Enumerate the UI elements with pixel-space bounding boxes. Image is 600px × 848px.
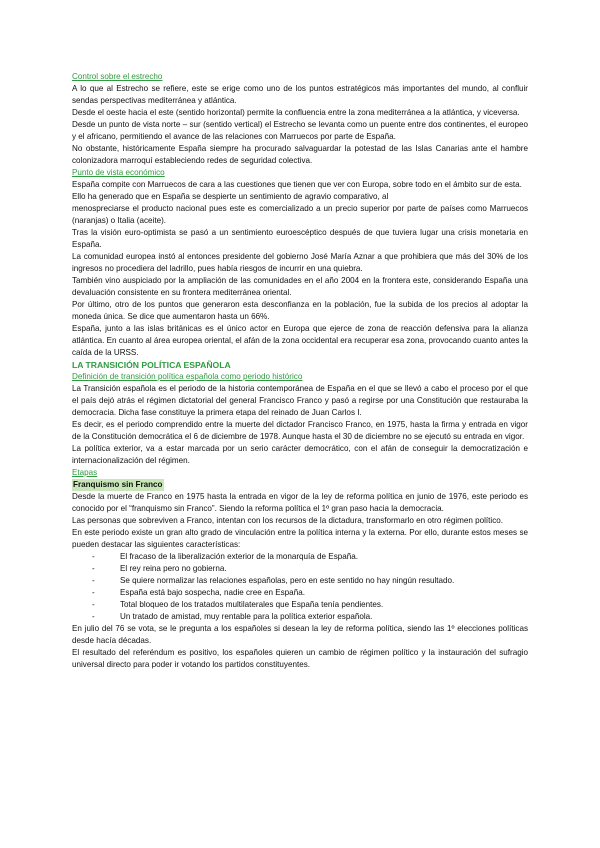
paragraph: España, junto a las islas británicas es el único actor en Europa que ejerce de zona de reacción defensiva para la alianza atlántica. En cuanto al área europea oriental, el afán de la zona occidental era recuperar esa zona, provocando cuanto antes la caída de la URSS.	[72, 324, 528, 357]
section-title-transicion: LA TRANSICIÓN POLÍTICA ESPAÑOLA	[72, 360, 231, 370]
list-item: - Se quiere normalizar las relaciones españolas, pero en este sentido no hay ningún resultado.	[72, 575, 528, 587]
document-body	[72, 71, 528, 671]
paragraph: Desde un punto de vista norte – sur (sentido vertical) el Estrecho se levanta como un puente entre dos continentes, el europeo y el africano, permitiendo el avance de las relaciones con Marruecos por parte de España.	[72, 120, 528, 141]
paragraph: A lo que al Estrecho se refiere, este se erige como uno de los puntos estratégicos más importantes del mundo, al confluir sendas perspectivas mediterránea y atlántica.	[72, 84, 528, 105]
paragraph: La Transición española es el periodo de la historia contemporánea de España en el que se llevó a cabo el proceso por el que el país dejó atrás el régimen dictatorial del general Francisco Franco y pasó a regirse por una Constitución que restauraba la democracia. Dicha fase constituye la primera etapa del reinado de Juan Carlos I.	[72, 384, 528, 417]
list-item: - Un tratado de amistad, muy rentable para la política exterior española.	[72, 611, 528, 623]
paragraph: La política exterior, va a estar marcada por un serio carácter democrático, con el afán de conseguir la democratización e internacionalización del régimen.	[72, 444, 528, 465]
heading-control-estrecho: Control sobre el estrecho	[72, 72, 163, 81]
paragraph: Por último, otro de los puntos que generaron esta desconfianza en la población, fue la subida de los precios al adoptar la moneda única. Se dice que aumentaron hasta un 66%.	[72, 300, 528, 321]
paragraph: Tras la visión euro-optimista se pasó a un sentimiento euroescéptico después de que tuviera lugar una crisis monetaria en España.	[72, 228, 528, 249]
paragraph: No obstante, históricamente España siempre ha procurado salvaguardar la potestad de las Islas Canarias ante el hambre colonizadora marroquí estableciendo redes de seguridad colectiva.	[72, 144, 528, 165]
subheading-franquismo-sin-franco: Franquismo sin Franco	[73, 480, 163, 489]
characteristics-list	[72, 551, 528, 623]
paragraph: Ello ha generado que en España se despierte un sentimiento de agravio comparativo, al	[72, 192, 389, 201]
list-item: - El fracaso de la liberalización exterior de la monarquía de España.	[72, 551, 528, 563]
paragraph: menospreciarse el producto nacional pues este es comercializado a un precio superior por parte de países como Marruecos (naranjas) o Italia (aceite).	[72, 204, 528, 225]
paragraph: En este periodo existe un gran alto grado de vinculación entre la política interna y la externa. Por ello, durante estos meses se pueden destacar las siguientes características:	[72, 528, 528, 549]
heading-definicion-transicion: Definición de transición política española como periodo histórico	[72, 372, 303, 381]
heading-punto-economico: Punto de vista económico	[72, 168, 165, 177]
paragraph: La comunidad europea instó al entonces presidente del gobierno José María Aznar a que prohibiera que más del 30% de los ingresos no procediera del ladrillo, pues había riesgos de incurrir en una quiebra.	[72, 252, 528, 273]
paragraph: Desde la muerte de Franco en 1975 hasta la entrada en vigor de la ley de reforma política en junio de 1976, este periodo es conocido por el “franquismo sin Franco”. Siendo la reforma política el 1º gran paso hacia la democracia.	[72, 492, 528, 513]
paragraph: España compite con Marruecos de cara a las cuestiones que tienen que ver con Europa, sobre todo en el ámbito sur de esta.	[72, 180, 522, 189]
list-item: - España está bajo sospecha, nadie cree en España.	[72, 587, 528, 599]
paragraph: También vino auspiciado por la ampliación de las comunidades en el año 2004 en la frontera este, considerando España una devaluación consistente en su frontera mediterránea oriental.	[72, 276, 528, 297]
paragraph: Es decir, es el periodo comprendido entre la muerte del dictador Francisco Franco, en 1975, hasta la firma y entrada en vigor de la Constitución democrática el 6 de diciembre de 1978. Aunque hasta el 30 de diciembre no se ejecutó su entrada en vigor.	[72, 420, 528, 441]
paragraph: El resultado del referéndum es positivo, los españoles quieren un cambio de régimen político y la instauración del sufragio universal directo para poder ir votando los partidos constituyentes.	[72, 648, 528, 669]
list-item: - El rey reina pero no gobierna.	[72, 563, 528, 575]
paragraph: Desde el oeste hacia el este (sentido horizontal) permite la confluencia entre la zona mediterránea a la atlántica, y viceversa.	[72, 108, 520, 117]
paragraph: En julio del 76 se vota, se le pregunta a los españoles si desean la ley de reforma política, siendo las 1º elecciones políticas desde hacía décadas.	[72, 624, 528, 645]
heading-etapas: Etapas	[72, 468, 98, 477]
paragraph: Las personas que sobreviven a Franco, intentan con los recursos de la dictadura, transformarlo en otro régimen político.	[72, 516, 504, 525]
list-item: - Total bloqueo de los tratados multilaterales que España tenía pendientes.	[72, 599, 528, 611]
